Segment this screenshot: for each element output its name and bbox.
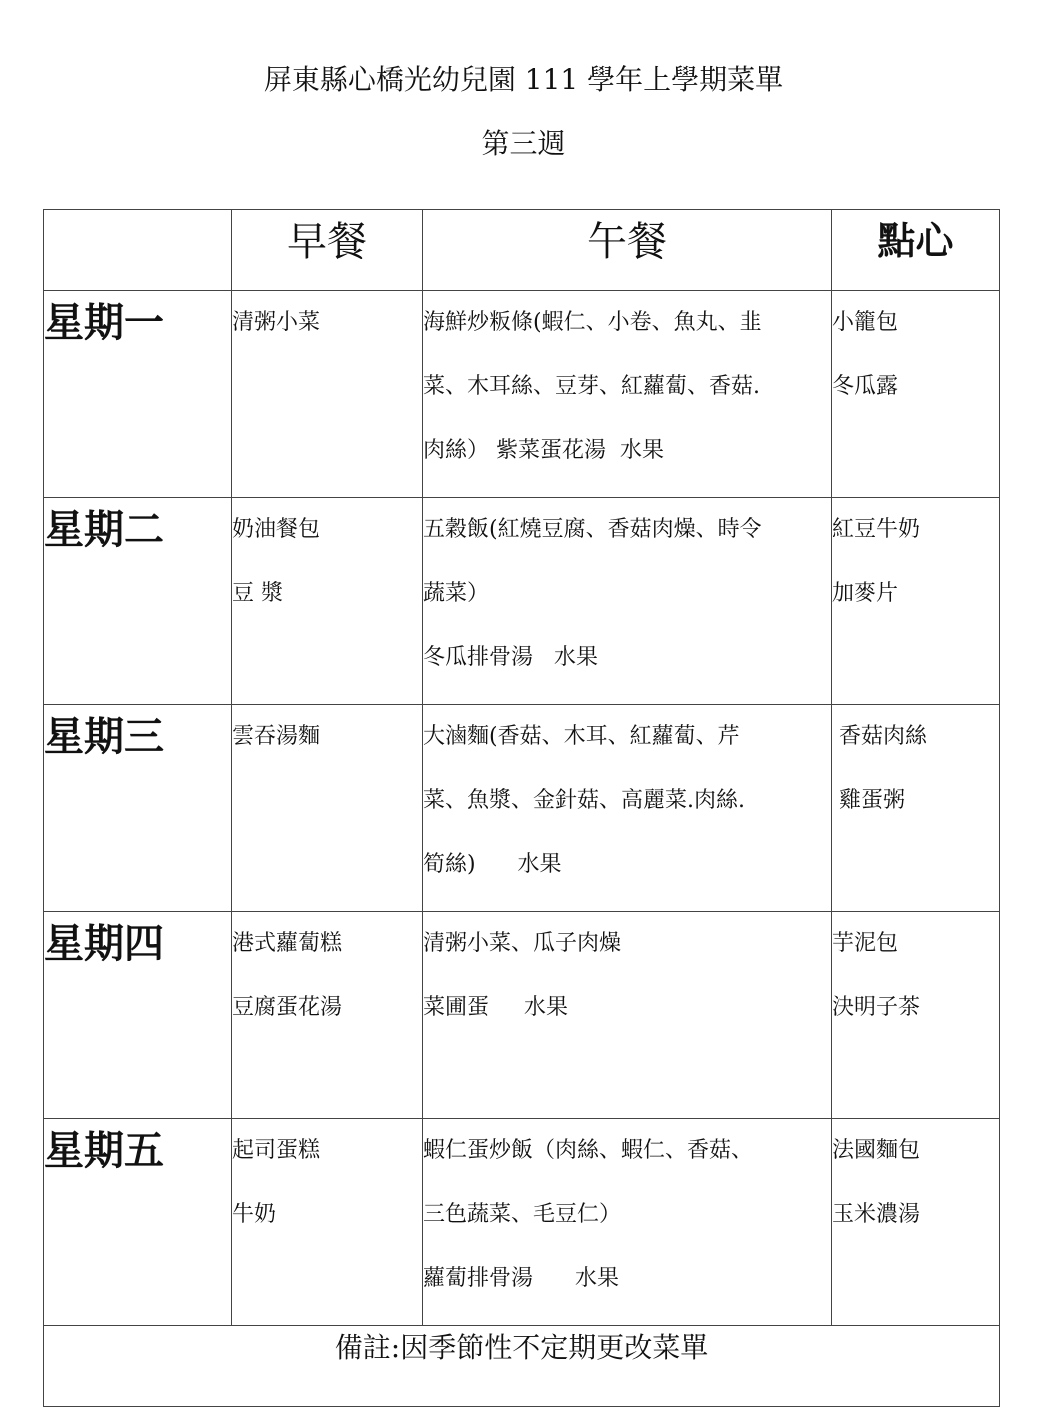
snack-item: 雞蛋粥 — [832, 788, 905, 813]
snack-cell — [832, 291, 1000, 498]
lunch-cell — [423, 912, 832, 1119]
lunch-cell — [423, 291, 832, 498]
snack-item: 冬瓜露 — [832, 374, 899, 399]
note-row — [44, 1326, 1000, 1407]
breakfast-item: 奶油餐包 — [232, 517, 321, 542]
breakfast-cell — [232, 498, 423, 705]
lunch-line: 蝦仁蛋炒飯（肉絲、蝦仁、香菇、 — [423, 1138, 754, 1163]
day-row-monday — [44, 291, 1000, 498]
day-row-tuesday — [44, 498, 1000, 705]
snack-cell — [832, 1119, 1000, 1326]
breakfast-item: 豆腐蛋花湯 — [232, 995, 343, 1020]
snack-item: 紅豆牛奶 — [832, 517, 921, 542]
lunch-line: 三色蔬菜、毛豆仁） — [423, 1202, 622, 1227]
day-name: 星期四 — [44, 912, 232, 1119]
snack-item: 決明子茶 — [832, 995, 921, 1020]
lunch-line: 蔬菜） — [423, 581, 490, 606]
snack-cell — [832, 912, 1000, 1119]
lunch-line: 五穀飯(紅燒豆腐、香菇肉燥、時令 — [423, 517, 762, 542]
snack-cell — [832, 705, 1000, 912]
lunch-line: 菜、魚漿、金針菇、高麗菜.肉絲. — [423, 788, 745, 813]
snack-item: 加麥片 — [832, 581, 899, 606]
lunch-line: 清粥小菜、瓜子肉燥 — [423, 931, 622, 956]
lunch-cell — [423, 705, 832, 912]
lunch-line: 筍絲) 水果 — [423, 852, 562, 877]
snack-item: 玉米濃湯 — [832, 1202, 921, 1227]
day-row-friday — [44, 1119, 1000, 1326]
breakfast-cell — [232, 1119, 423, 1326]
week-subtitle: 第三週 — [481, 127, 566, 160]
lunch-line: 菜圃蛋 水果 — [423, 995, 568, 1020]
breakfast-item: 牛奶 — [232, 1202, 277, 1227]
snack-item: 香菇肉絲 — [832, 724, 927, 749]
header-lunch: 午餐 — [423, 210, 832, 291]
header-corner-cell — [44, 210, 232, 291]
lunch-line: 海鮮炒粄條(蝦仁、小卷、魚丸、韭 — [423, 310, 762, 335]
lunch-line: 大滷麵(香菇、木耳、紅蘿蔔、芹 — [423, 724, 740, 749]
snack-item: 小籠包 — [832, 310, 899, 335]
document-title: 屏東縣心橋光幼兒園 111 學年上學期菜單 — [263, 63, 784, 96]
lunch-cell — [423, 498, 832, 705]
breakfast-item: 豆 漿 — [232, 581, 283, 606]
breakfast-cell — [232, 705, 423, 912]
snack-item: 法國麵包 — [832, 1138, 921, 1163]
lunch-line: 冬瓜排骨湯 水果 — [423, 645, 598, 670]
menu-table — [43, 209, 1000, 1407]
day-name: 星期二 — [44, 498, 232, 705]
day-name: 星期一 — [44, 291, 232, 498]
lunch-line: 肉絲） 紫菜蛋花湯 水果 — [423, 438, 664, 463]
header-row — [44, 210, 1000, 291]
breakfast-item: 起司蛋糕 — [232, 1138, 321, 1163]
lunch-line: 蘿蔔排骨湯 水果 — [423, 1266, 619, 1291]
snack-cell — [832, 498, 1000, 705]
lunch-line: 菜、木耳絲、豆芽、紅蘿蔔、香菇. — [423, 374, 760, 399]
menu-note: 備註:因季節性不定期更改菜單 — [44, 1326, 1000, 1407]
header-breakfast: 早餐 — [232, 210, 423, 291]
breakfast-item: 清粥小菜 — [232, 310, 321, 335]
lunch-cell — [423, 1119, 832, 1326]
breakfast-item: 雲吞湯麵 — [232, 724, 321, 749]
snack-item: 芋泥包 — [832, 931, 899, 956]
day-row-thursday — [44, 912, 1000, 1119]
breakfast-cell — [232, 912, 423, 1119]
breakfast-cell — [232, 291, 423, 498]
day-name: 星期三 — [44, 705, 232, 912]
breakfast-item: 港式蘿蔔糕 — [232, 931, 343, 956]
header-snack: 點心 — [832, 210, 1000, 291]
day-name: 星期五 — [44, 1119, 232, 1326]
day-row-wednesday — [44, 705, 1000, 912]
